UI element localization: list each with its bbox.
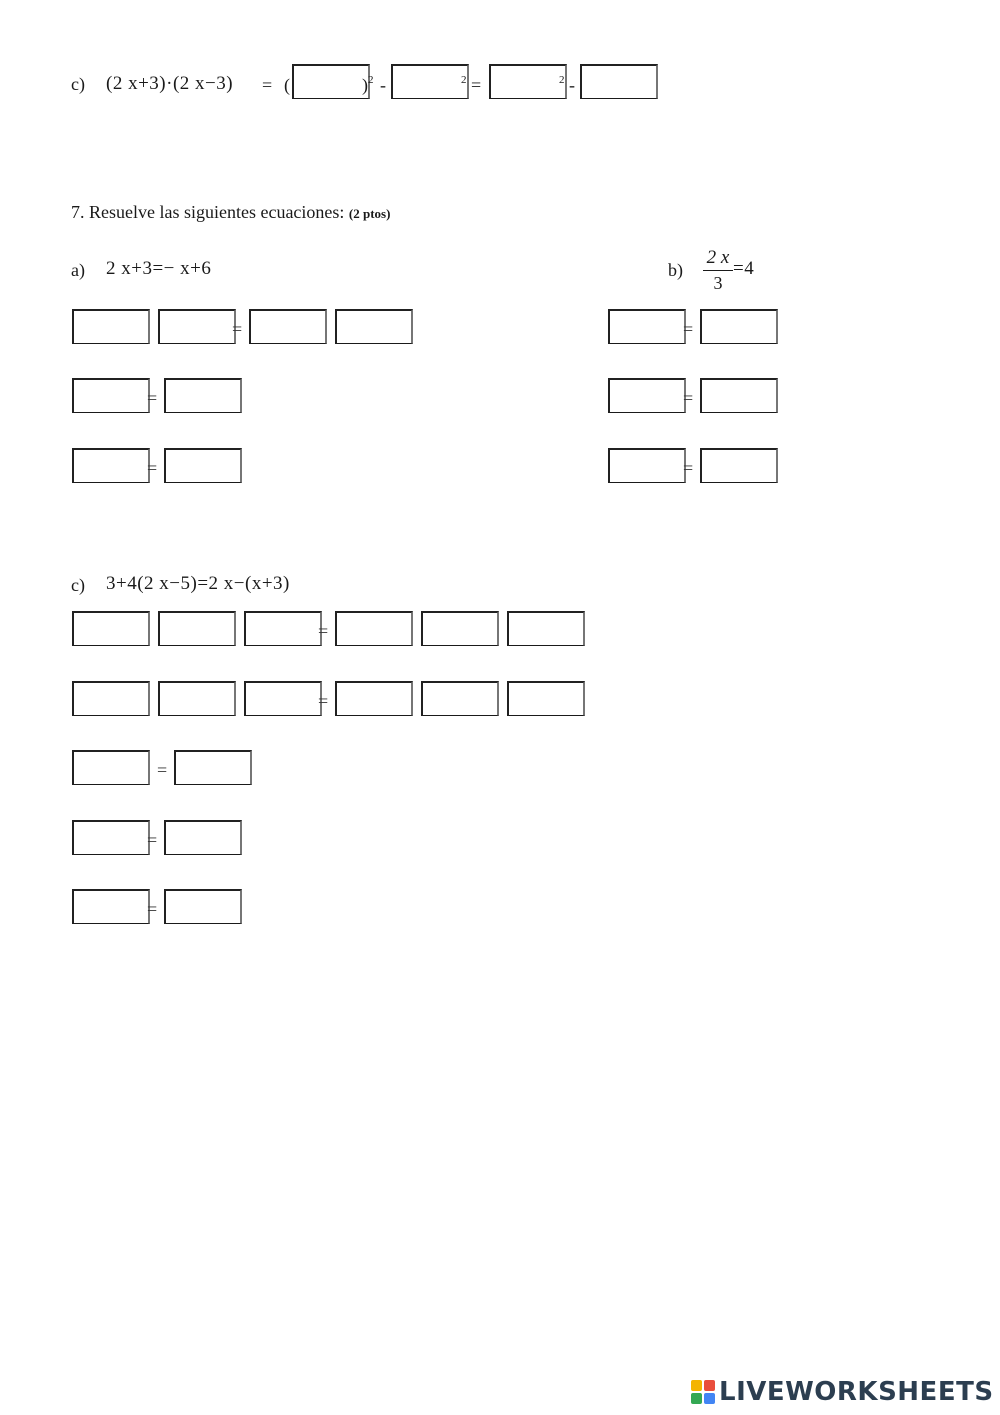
a-row1-blank-2[interactable] bbox=[158, 309, 236, 344]
squared-equals: $^2$ = bbox=[461, 74, 482, 95]
equals-sign: = bbox=[147, 899, 158, 919]
points-label: (2 ptos) bbox=[348, 206, 391, 221]
c-row1-blank-1[interactable] bbox=[72, 611, 150, 646]
equals-sign: = bbox=[683, 388, 694, 408]
fraction-bar bbox=[703, 270, 733, 271]
c-row2-blank-6[interactable] bbox=[507, 681, 585, 716]
c-row3-blank-1[interactable] bbox=[72, 750, 150, 785]
item-label-c: c) bbox=[71, 575, 85, 595]
exercise-7-title: 7. Resuelve las siguientes ecuaciones: (2 ptos) bbox=[71, 202, 391, 222]
equals-sign: = bbox=[157, 760, 168, 780]
fraction-b bbox=[703, 248, 733, 292]
a-row3-blank-1[interactable] bbox=[72, 448, 150, 483]
equals-sign: = bbox=[262, 75, 273, 95]
equals-sign: = bbox=[318, 621, 329, 641]
logo-text: LIVEWORKSHEETS bbox=[719, 1377, 994, 1407]
answer-blank-3[interactable] bbox=[489, 64, 567, 99]
equals-sign: = bbox=[683, 319, 694, 339]
c-row1-blank-2[interactable] bbox=[158, 611, 236, 646]
item-label-b: b) bbox=[668, 260, 683, 280]
equals-sign: = bbox=[683, 458, 694, 478]
answer-blank-4[interactable] bbox=[580, 64, 658, 99]
equals-sign: = bbox=[318, 691, 329, 711]
equation-c: 3+4(2 x−5)=2 x−(x+3) bbox=[106, 573, 290, 594]
b-row3-blank-1[interactable] bbox=[608, 448, 686, 483]
open-paren: ( bbox=[284, 75, 290, 95]
equation-c-top: (2 x+3)·(2 x−3) bbox=[106, 73, 234, 94]
c-row2-blank-1[interactable] bbox=[72, 681, 150, 716]
squared-minus: $^2$ - bbox=[559, 74, 575, 95]
equation-a: 2 x+3=− x+6 bbox=[106, 258, 212, 279]
b-row1-blank-2[interactable] bbox=[700, 309, 778, 344]
equals-sign: = bbox=[232, 319, 243, 339]
a-row1-blank-4[interactable] bbox=[335, 309, 413, 344]
equals-sign: = bbox=[147, 388, 158, 408]
item-label-c-top: c) bbox=[71, 74, 85, 94]
a-row2-blank-1[interactable] bbox=[72, 378, 150, 413]
c-row1-blank-5[interactable] bbox=[421, 611, 499, 646]
c-row4-blank-1[interactable] bbox=[72, 820, 150, 855]
a-row1-blank-3[interactable] bbox=[249, 309, 327, 344]
c-row5-blank-2[interactable] bbox=[164, 889, 242, 924]
answer-blank-1[interactable] bbox=[292, 64, 370, 99]
c-row2-blank-5[interactable] bbox=[421, 681, 499, 716]
c-row1-blank-6[interactable] bbox=[507, 611, 585, 646]
answer-blank-2[interactable] bbox=[391, 64, 469, 99]
c-row4-blank-2[interactable] bbox=[164, 820, 242, 855]
equals-sign: = bbox=[147, 830, 158, 850]
a-row1-blank-1[interactable] bbox=[72, 309, 150, 344]
b-row2-blank-1[interactable] bbox=[608, 378, 686, 413]
a-row2-blank-2[interactable] bbox=[164, 378, 242, 413]
item-label-a: a) bbox=[71, 260, 85, 280]
c-row1-blank-4[interactable] bbox=[335, 611, 413, 646]
minus-sign: - bbox=[380, 75, 386, 95]
logo-blocks-icon bbox=[690, 1379, 716, 1405]
a-row3-blank-2[interactable] bbox=[164, 448, 242, 483]
liveworksheets-logo bbox=[690, 1378, 994, 1406]
b-row3-blank-2[interactable] bbox=[700, 448, 778, 483]
b-row2-blank-2[interactable] bbox=[700, 378, 778, 413]
close-paren-squared: )$^2$ bbox=[362, 74, 374, 95]
equals-sign: = bbox=[147, 458, 158, 478]
c-row2-blank-3[interactable] bbox=[244, 681, 322, 716]
c-row5-blank-1[interactable] bbox=[72, 889, 150, 924]
c-row1-blank-3[interactable] bbox=[244, 611, 322, 646]
c-row3-blank-2[interactable] bbox=[174, 750, 252, 785]
c-row2-blank-4[interactable] bbox=[335, 681, 413, 716]
equation-b-rhs: =4 bbox=[733, 258, 755, 279]
c-row2-blank-2[interactable] bbox=[158, 681, 236, 716]
fraction-denominator: 3 bbox=[713, 273, 723, 293]
fraction-numerator: 2 x bbox=[706, 247, 730, 268]
b-row1-blank-1[interactable] bbox=[608, 309, 686, 344]
